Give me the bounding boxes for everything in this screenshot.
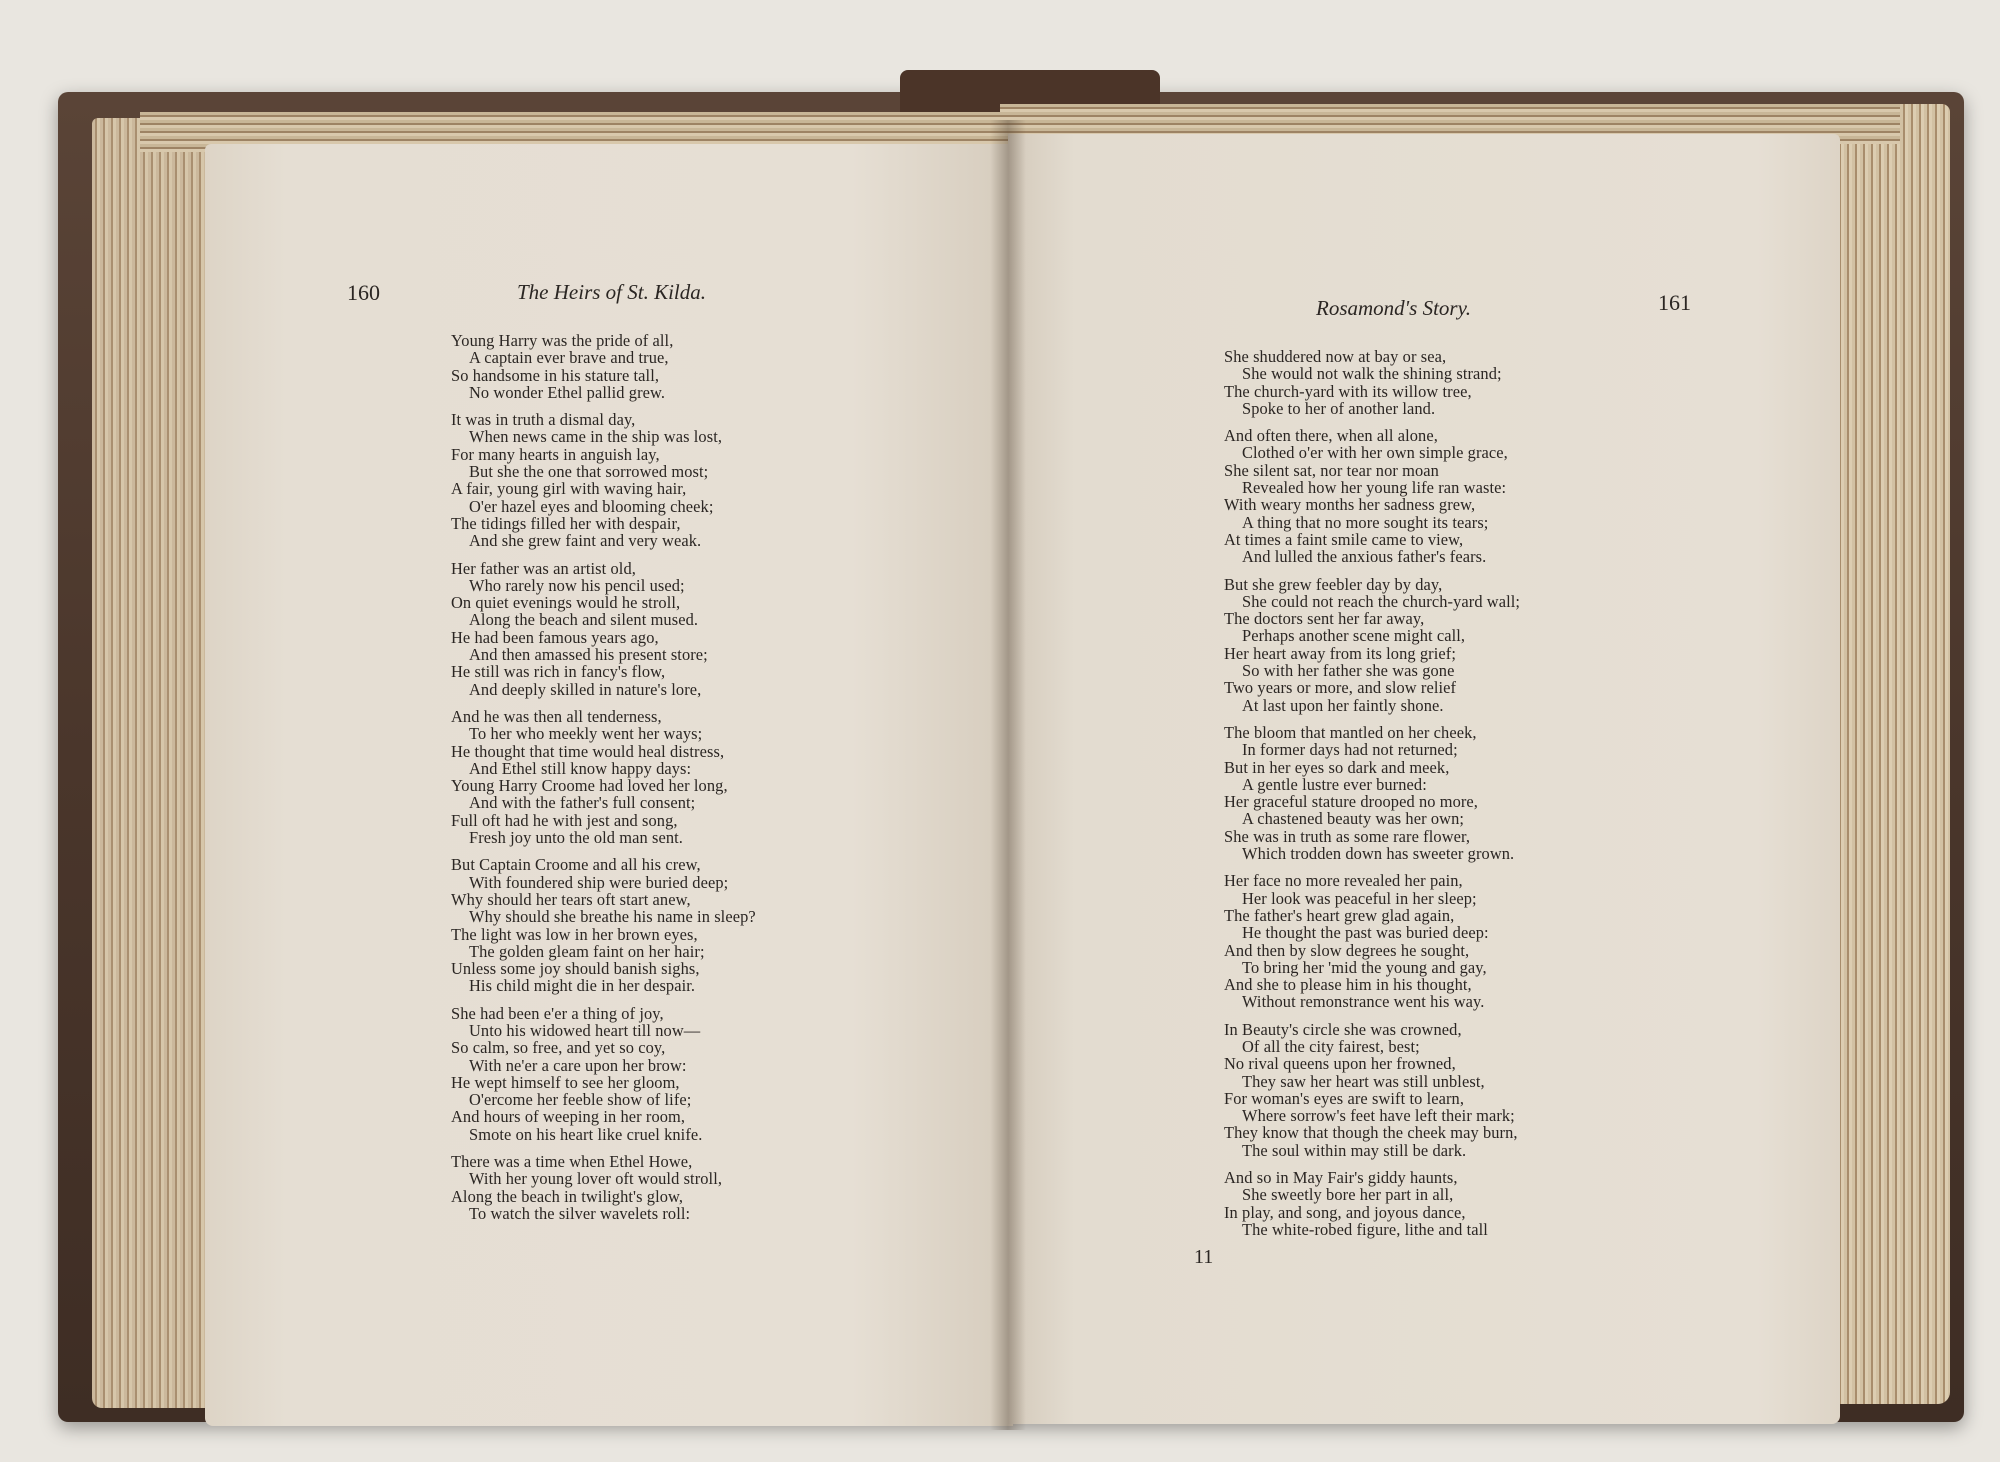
poem-line: To bring her 'mid the young and gay, <box>1242 957 1487 977</box>
poem-line: And often there, when all alone, <box>1224 426 1438 446</box>
stanza <box>1224 576 1520 714</box>
stanza <box>451 332 756 401</box>
poem-line: With ne'er a care upon her brow: <box>469 1055 687 1075</box>
poem-line: Without remonstrance went his way. <box>1242 992 1485 1012</box>
poem-line: But in her eyes so dark and meek, <box>1224 757 1450 777</box>
left-poem-text <box>451 332 756 1232</box>
poem-line: Young Harry was the pride of all, <box>451 331 674 350</box>
poem-line: The soul within may still be dark. <box>1242 1140 1467 1160</box>
poem-line: It was in truth a dismal day, <box>451 410 636 430</box>
signature-mark: 11 <box>1194 1246 1214 1268</box>
stanza <box>1224 872 1520 1010</box>
stanza <box>1224 1169 1520 1238</box>
poem-line: Where sorrow's feet have left their mark; <box>1242 1106 1515 1126</box>
stanza <box>1224 1021 1520 1159</box>
poem-line: Two years or more, and slow relief <box>1224 678 1457 698</box>
poem-line: Her face no more revealed her pain, <box>1224 871 1463 891</box>
poem-line: A thing that no more sought its tears; <box>1242 512 1489 532</box>
right-page-number: 161 <box>1658 290 1691 315</box>
poem-line: O'er hazel eyes and blooming cheek; <box>469 496 714 516</box>
poem-line: No wonder Ethel pallid grew. <box>469 382 666 402</box>
poem-line: He thought that time would heal distress, <box>451 741 725 761</box>
poem-line: And deeply skilled in nature's lore, <box>469 679 702 699</box>
poem-line: The golden gleam faint on her hair; <box>469 941 705 961</box>
poem-line: Why should her tears oft start anew, <box>451 889 691 909</box>
poem-line: Unto his widowed heart till now— <box>469 1020 701 1040</box>
page-edges-left <box>92 118 212 1408</box>
poem-line: So calm, so free, and yet so coy, <box>451 1038 666 1058</box>
poem-line: Her graceful stature drooped no more, <box>1224 792 1479 812</box>
poem-line: But Captain Croome and all his crew, <box>451 855 701 875</box>
poem-line: The bloom that mantled on her cheek, <box>1224 722 1477 742</box>
poem-line: Smote on his heart like cruel knife. <box>469 1124 703 1144</box>
poem-line: No rival queens upon her frowned, <box>1224 1054 1456 1074</box>
poem-line: A gentle lustre ever burned: <box>1242 774 1427 794</box>
poem-line: So handsome in his stature tall, <box>451 365 660 385</box>
poem-line: Who rarely now his pencil used; <box>469 575 685 595</box>
poem-line: Which trodden down has sweeter grown. <box>1242 844 1515 864</box>
poem-line: To her who meekly went her ways; <box>469 724 703 744</box>
poem-line: The father's heart grew glad again, <box>1224 905 1455 925</box>
poem-line: Clothed o'er with her own simple grace, <box>1242 443 1508 463</box>
poem-line: The tidings filled her with despair, <box>451 513 681 533</box>
right-poem-text <box>1224 348 1520 1248</box>
poem-line: He thought the past was buried deep: <box>1242 923 1489 943</box>
poem-line: She would not walk the shining strand; <box>1242 364 1502 384</box>
poem-line: She silent sat, nor tear nor moan <box>1224 460 1439 480</box>
left-page-number: 160 <box>347 280 380 305</box>
poem-line: And lulled the anxious father's fears. <box>1242 547 1487 567</box>
poem-line: But she the one that sorrowed most; <box>469 462 709 482</box>
poem-line: And then by slow degrees he sought, <box>1224 940 1470 960</box>
poem-line: Of all the city fairest, best; <box>1242 1036 1420 1056</box>
poem-line: Unless some joy should banish sighs, <box>451 959 700 979</box>
poem-line: And then amassed his present store; <box>469 645 708 665</box>
right-page <box>1008 134 1840 1424</box>
stanza <box>1224 348 1520 417</box>
poem-line: The white-robed figure, lithe and tall <box>1242 1219 1488 1239</box>
poem-line: Her look was peaceful in her sleep; <box>1242 888 1477 908</box>
stanza <box>1224 724 1520 862</box>
poem-line: Perhaps another scene might call, <box>1242 626 1466 646</box>
poem-line: When news came in the ship was lost, <box>469 427 723 447</box>
poem-line: With her young lover oft would stroll, <box>469 1169 723 1189</box>
poem-line: Along the beach in twilight's glow, <box>451 1186 684 1206</box>
poem-line: There was a time when Ethel Howe, <box>451 1152 693 1172</box>
poem-line: She shuddered now at bay or sea, <box>1224 347 1447 366</box>
poem-line: Why should she breathe his name in sleep? <box>469 907 756 927</box>
poem-line: Spoke to her of another land. <box>1242 398 1436 418</box>
poem-line: She sweetly bore her part in all, <box>1242 1185 1454 1205</box>
poem-line: And with the father's full consent; <box>469 793 696 813</box>
stanza <box>1224 427 1520 565</box>
poem-line: The church-yard with its willow tree, <box>1224 381 1472 401</box>
left-page <box>205 144 1013 1426</box>
stanza <box>451 1005 756 1143</box>
poem-line: O'ercome her feeble show of life; <box>469 1090 692 1110</box>
poem-line: In play, and song, and joyous dance, <box>1224 1202 1466 1222</box>
book-gutter <box>990 120 1026 1430</box>
poem-line: For woman's eyes are swift to learn, <box>1224 1088 1465 1108</box>
stanza <box>451 708 756 846</box>
poem-line: For many hearts in anguish lay, <box>451 444 660 464</box>
poem-line: Young Harry Croome had loved her long, <box>451 776 728 796</box>
poem-line: To watch the silver wavelets roll: <box>469 1203 691 1223</box>
poem-line: Full oft had he with jest and song, <box>451 810 678 830</box>
poem-line: So with her father she was gone <box>1242 661 1455 681</box>
poem-line: She was in truth as some rare flower, <box>1224 826 1471 846</box>
poem-line: A fair, young girl with waving hair, <box>451 479 687 499</box>
poem-line: At times a faint smile came to view, <box>1224 529 1464 549</box>
stanza <box>451 856 756 994</box>
poem-line: He had been famous years ago, <box>451 627 659 647</box>
poem-line: A chastened beauty was her own; <box>1242 809 1465 829</box>
poem-line: Fresh joy unto the old man sent. <box>469 828 683 848</box>
poem-line: On quiet evenings would he stroll, <box>451 593 681 613</box>
poem-line: And she to please him in his thought, <box>1224 975 1472 995</box>
stanza <box>451 560 756 698</box>
poem-line: And so in May Fair's giddy haunts, <box>1224 1168 1458 1188</box>
poem-line: They know that though the cheek may burn, <box>1224 1123 1518 1143</box>
poem-line: A captain ever brave and true, <box>469 348 669 368</box>
poem-line: With weary months her sadness grew, <box>1224 495 1476 515</box>
poem-line: At last upon her faintly shone. <box>1242 695 1444 715</box>
poem-line: She had been e'er a thing of joy, <box>451 1003 664 1023</box>
poem-line: He wept himself to see her gloom, <box>451 1072 680 1092</box>
poem-line: The doctors sent her far away, <box>1224 609 1425 629</box>
left-running-head: The Heirs of St. Kilda. <box>517 280 707 304</box>
poem-line: She could not reach the church-yard wall; <box>1242 591 1521 611</box>
poem-line: His child might die in her despair. <box>469 976 696 996</box>
poem-line: Along the beach and silent mused. <box>469 610 699 630</box>
poem-line: And he was then all tenderness, <box>451 706 662 726</box>
poem-line: In former days had not returned; <box>1242 740 1458 760</box>
poem-line: Her heart away from its long grief; <box>1224 643 1456 663</box>
stanza <box>451 411 756 549</box>
stanza <box>451 1153 756 1222</box>
poem-line: And she grew faint and very weak. <box>469 531 702 551</box>
poem-line: They saw her heart was still unblest, <box>1242 1071 1485 1091</box>
poem-line: He still was rich in fancy's flow, <box>451 662 666 682</box>
poem-line: The light was low in her brown eyes, <box>451 924 698 944</box>
poem-line: And Ethel still know happy days: <box>469 758 692 778</box>
poem-line: But she grew feebler day by day, <box>1224 574 1443 594</box>
poem-line: In Beauty's circle she was crowned, <box>1224 1019 1462 1039</box>
poem-line: Her father was an artist old, <box>451 558 636 578</box>
poem-line: With foundered ship were buried deep; <box>469 872 729 892</box>
right-running-head: Rosamond's Story. <box>1316 296 1471 320</box>
poem-line: Revealed how her young life ran waste: <box>1242 478 1507 498</box>
poem-line: And hours of weeping in her room, <box>451 1107 686 1127</box>
